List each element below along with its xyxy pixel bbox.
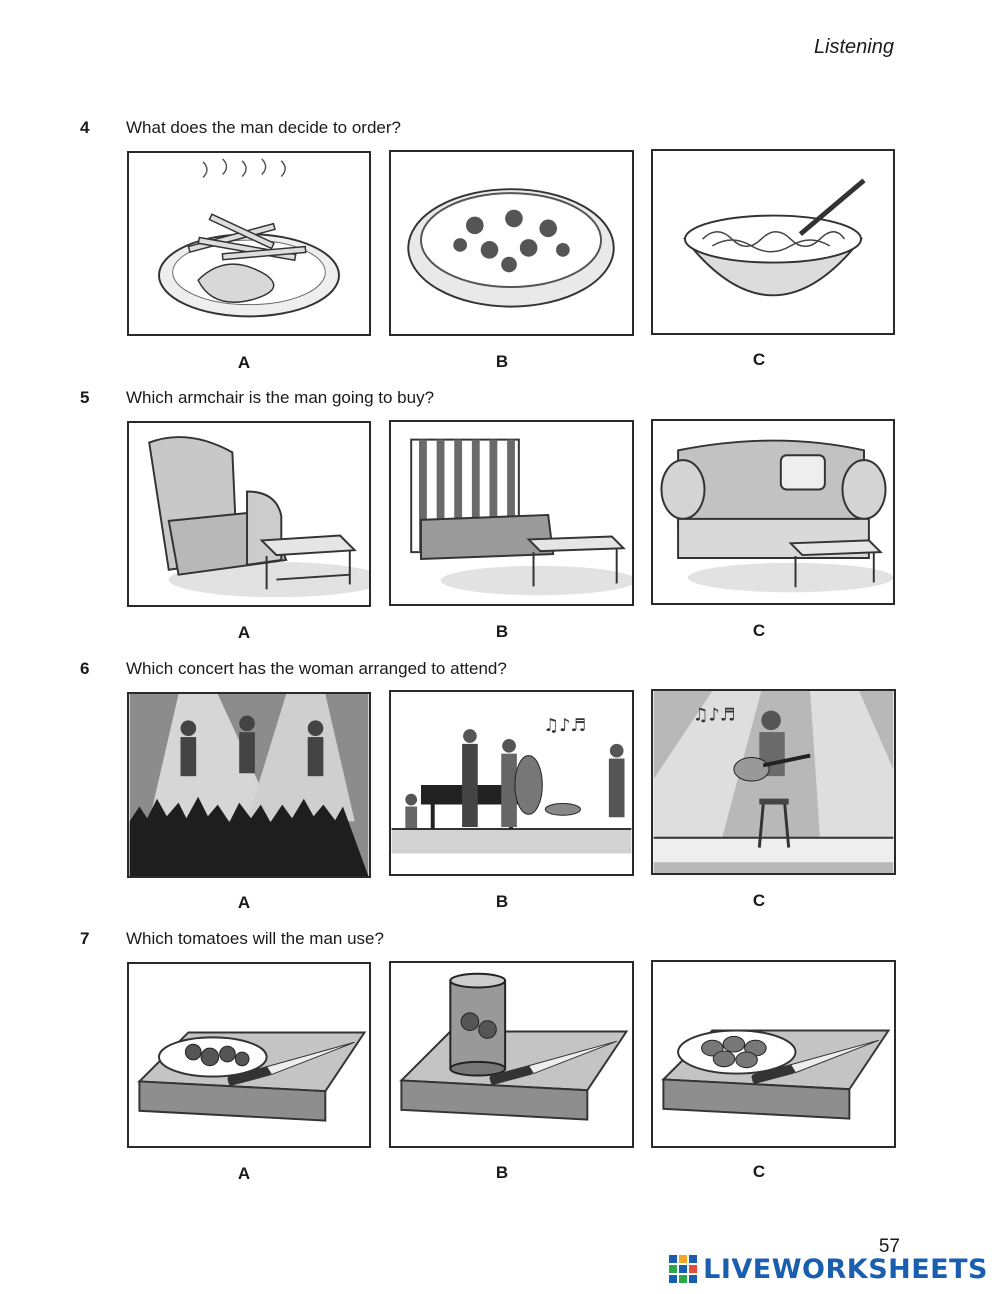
option-label-7a: A (237, 1164, 251, 1183)
option-label-4c: C (752, 350, 766, 369)
jazz-band-picture (391, 692, 632, 874)
svg-text:♫♪♬: ♫♪♬ (543, 716, 587, 737)
tinned-tomatoes-picture (391, 963, 632, 1146)
option-label-5a: A (237, 623, 251, 642)
section-title: Listening (813, 36, 894, 58)
question-text-4: What does the man decide to order? (126, 118, 401, 137)
question-number-7: 7 (80, 929, 90, 948)
option-label-5b: B (495, 622, 509, 641)
option-7c-image[interactable] (651, 960, 896, 1148)
option-6c-image[interactable] (651, 689, 896, 875)
option-4b-image[interactable] (389, 150, 634, 336)
svg-text:♫♪♬: ♫♪♬ (692, 705, 736, 726)
option-label-4b: B (495, 352, 509, 371)
option-5b-image[interactable] (389, 420, 634, 606)
chicken-chips-picture (129, 153, 369, 334)
sliced-tomatoes-picture (653, 962, 894, 1146)
option-6b-image[interactable] (389, 690, 634, 876)
option-label-7b: B (495, 1163, 509, 1182)
option-4c-image[interactable] (651, 149, 895, 335)
question-text-7: Which tomatoes will the man use? (126, 929, 384, 948)
question-number-5: 5 (80, 388, 90, 407)
solo-guitarist-picture (653, 691, 894, 873)
spaghetti-picture (653, 151, 893, 333)
question-text-5: Which armchair is the man going to buy? (126, 388, 435, 407)
cherry-tomatoes-picture (129, 964, 369, 1146)
pizza-picture (391, 152, 632, 334)
question-text-6: Which concert has the woman arranged to attend? (126, 659, 507, 678)
option-7b-image[interactable] (389, 961, 634, 1148)
option-5c-image[interactable] (651, 419, 895, 605)
page-number: 57 (878, 1236, 900, 1257)
sofa-chair-picture (653, 421, 893, 603)
option-label-5c: C (752, 621, 766, 640)
option-5a-image[interactable] (127, 421, 371, 607)
option-label-6c: C (752, 891, 766, 910)
option-label-4a: A (237, 353, 251, 372)
option-6a-image[interactable] (127, 692, 371, 878)
question-number-6: 6 (80, 659, 90, 678)
question-number-4: 4 (80, 118, 90, 137)
wingback-armchair-picture (129, 423, 369, 605)
rock-concert-picture (129, 694, 369, 876)
option-label-6b: B (495, 892, 509, 911)
option-4a-image[interactable] (127, 151, 371, 336)
brand-grid-icon (669, 1255, 697, 1283)
striped-armchair-picture (391, 422, 632, 604)
brand-name: LIVEWORKSHEETS (703, 1253, 988, 1285)
option-label-7c: C (752, 1162, 766, 1181)
option-7a-image[interactable] (127, 962, 371, 1148)
brand-logo[interactable] (669, 1252, 988, 1286)
option-label-6a: A (237, 893, 251, 912)
